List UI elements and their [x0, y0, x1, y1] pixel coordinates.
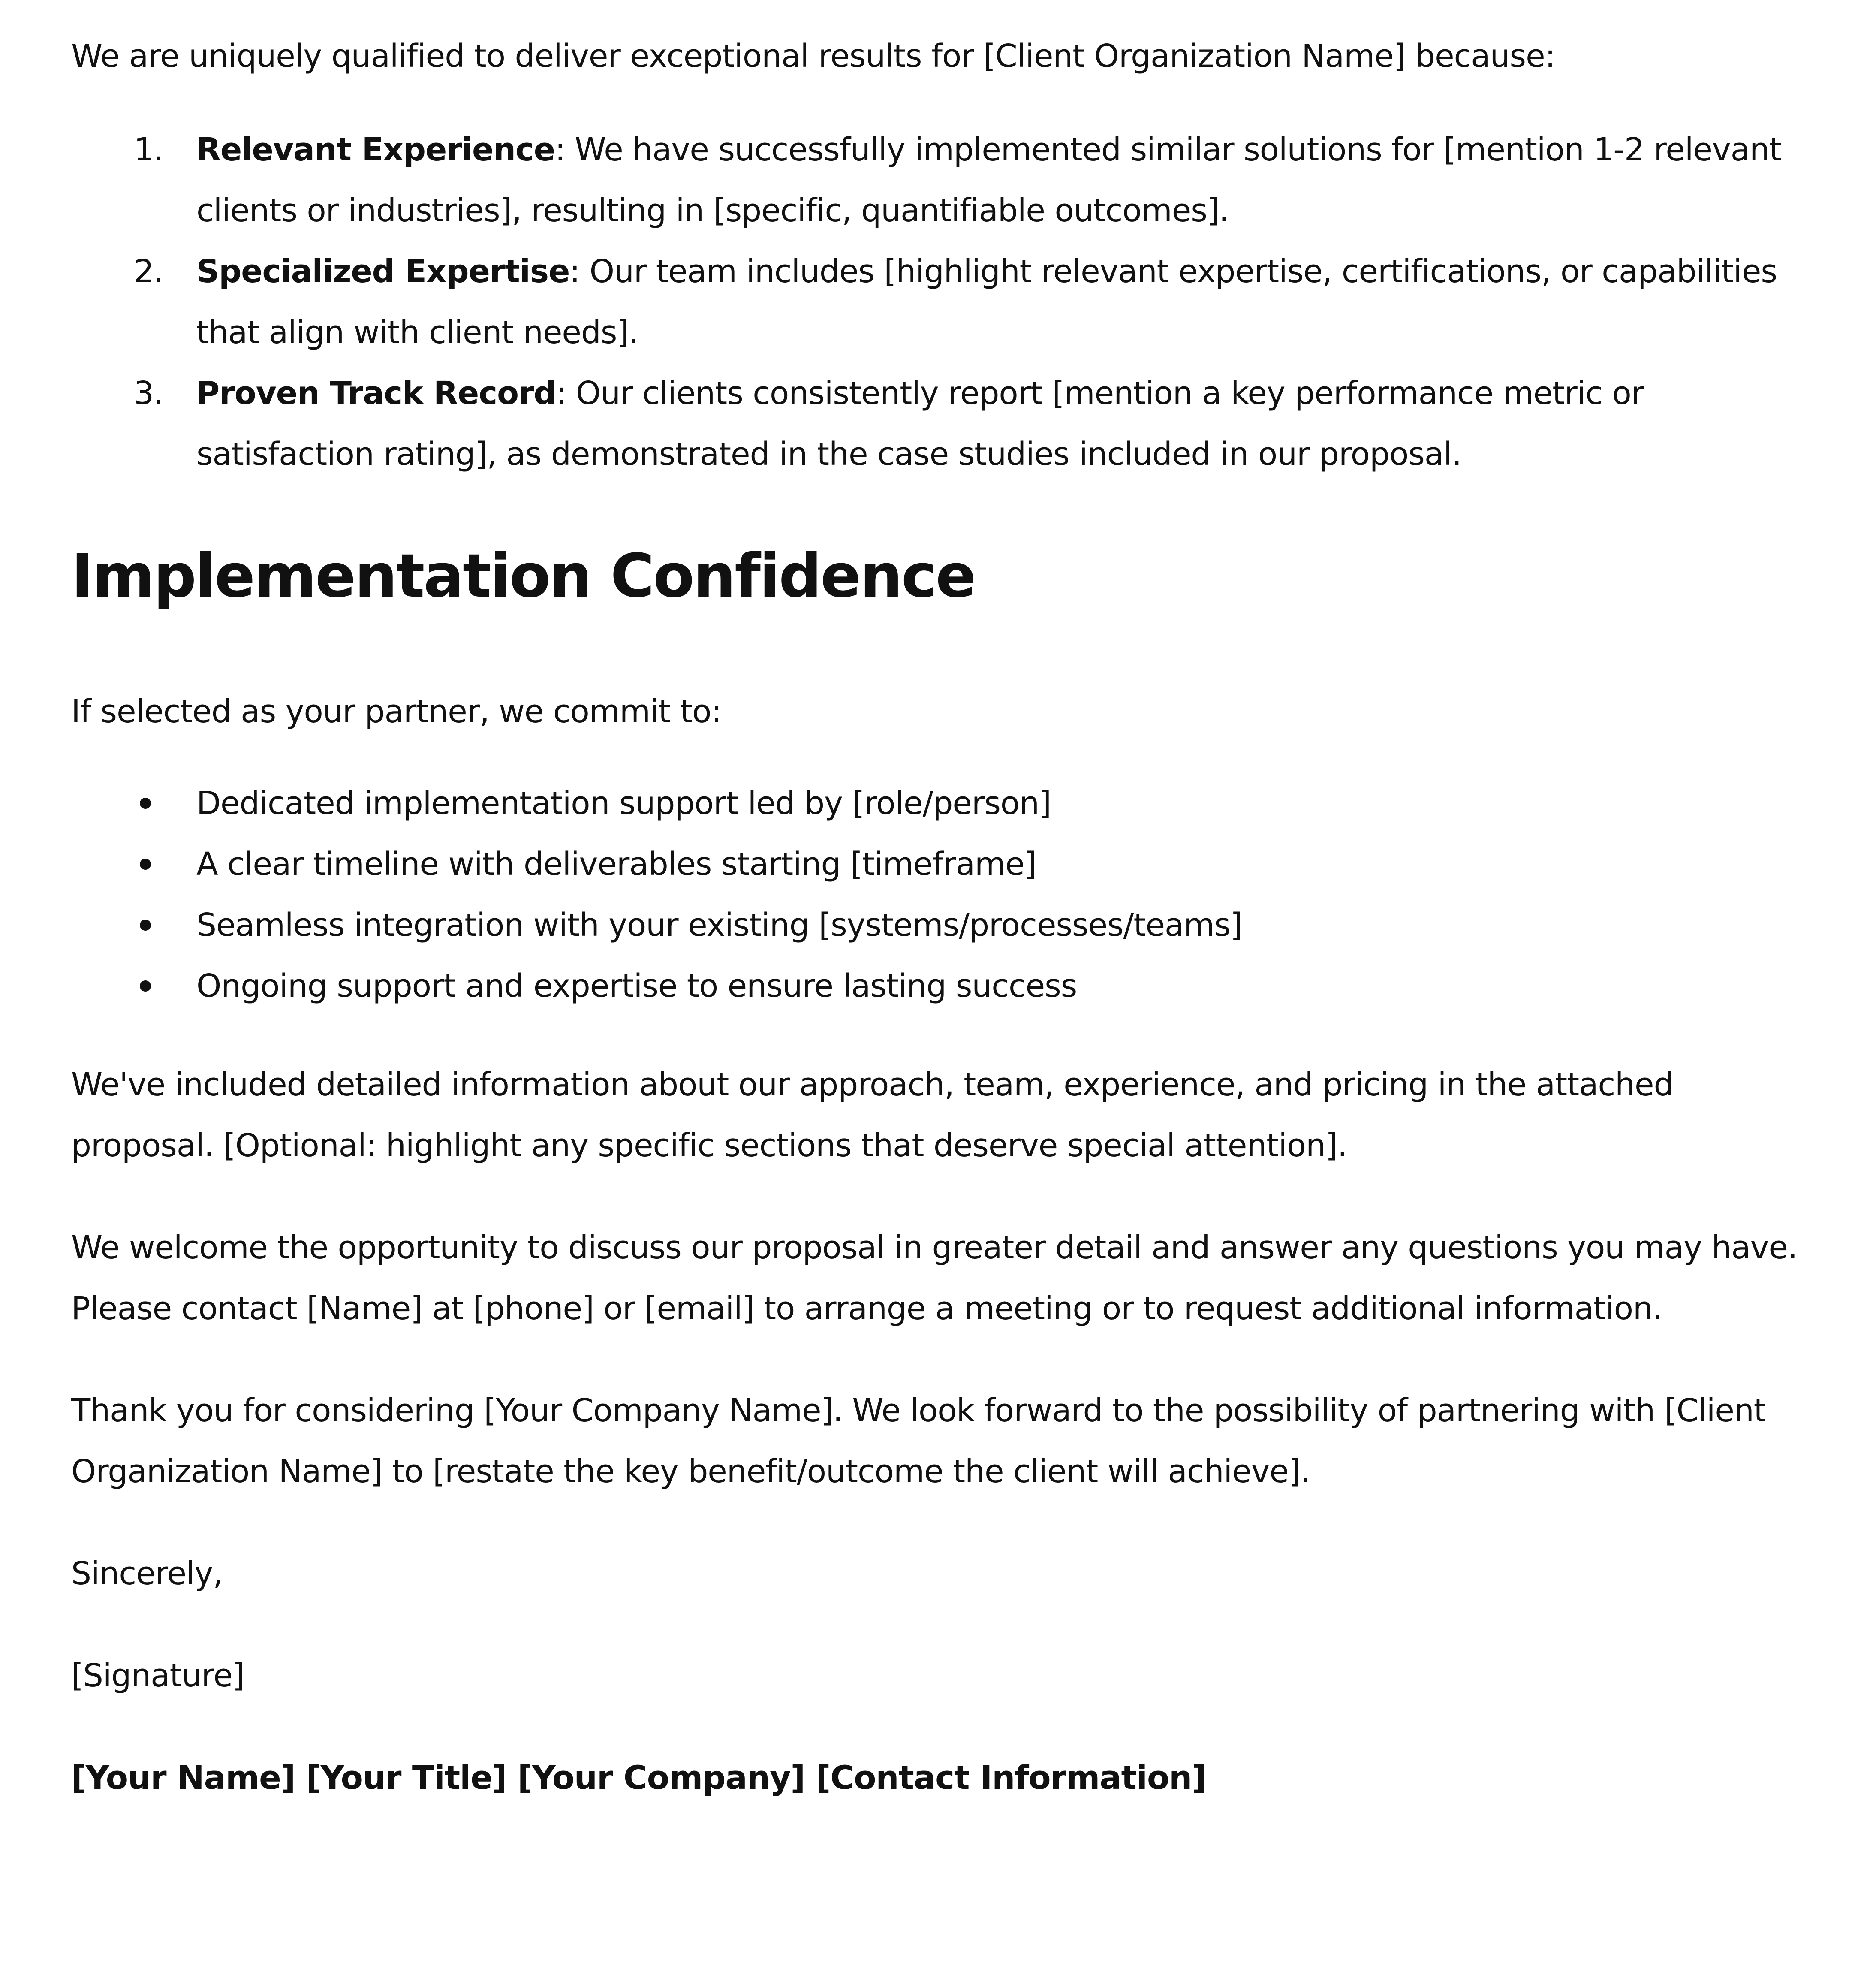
- intro-paragraph: We are uniquely qualified to deliver exceptional results for [Client Organization Name] because:: [71, 38, 1555, 75]
- bullet-icon: [140, 980, 151, 992]
- commit-intro: If selected as your partner, we commit to:: [71, 693, 722, 730]
- list-item-text: : Our team includes [highlight relevant expertise, certifications, or capabilities that align with client needs].: [196, 253, 1777, 351]
- document-page: [71, 26, 1821, 1808]
- list-item: [71, 834, 1821, 895]
- list-item: [71, 895, 1821, 956]
- bullet-icon: [140, 920, 151, 931]
- contact-paragraph: We welcome the opportunity to discuss our proposal in greater detail and answer any questions you may have. Please contact [Name] at [phone] or [email] to arrange a meeting or to request additional information.: [71, 1229, 1798, 1327]
- list-item-text: A clear timeline with deliverables starting [timeframe]: [196, 846, 1036, 883]
- commitments-list: [71, 773, 1821, 1016]
- list-number: 1.: [134, 131, 163, 168]
- list-item-text: : Our clients consistently report [mention a key performance metric or satisfaction rating], as demonstrated in the case studies included in our proposal.: [196, 375, 1644, 473]
- list-item: [71, 363, 1821, 485]
- list-item-text: Seamless integration with your existing [systems/processes/teams]: [196, 907, 1242, 944]
- closing-details: [Your Name] [Your Title] [Your Company] [Contact Information]: [71, 1758, 1207, 1797]
- list-number: 3.: [134, 375, 163, 412]
- signature-placeholder: [Signature]: [71, 1657, 244, 1694]
- list-item: [71, 119, 1821, 241]
- list-item: [71, 956, 1821, 1016]
- list-item: [71, 241, 1821, 363]
- included-paragraph: We've included detailed information about our approach, team, experience, and pricing in the attached proposal. [Optional: highlight any specific sections that deserve special attention].: [71, 1066, 1674, 1164]
- bullet-icon: [140, 859, 151, 870]
- thanks-paragraph: Thank you for considering [Your Company Name]. We look forward to the possibility of partnering with [Client Organization Name] to [restate the key benefit/outcome the client will achieve].: [71, 1392, 1766, 1490]
- list-item-title: Proven Track Record: [196, 375, 556, 412]
- list-item: [71, 773, 1821, 834]
- list-item-text: Dedicated implementation support led by [role/person]: [196, 785, 1051, 822]
- qualifications-list: [71, 119, 1821, 485]
- sign-off: Sincerely,: [71, 1555, 223, 1592]
- list-number: 2.: [134, 253, 163, 290]
- list-item-text: Ongoing support and expertise to ensure lasting success: [196, 968, 1077, 1004]
- list-item-text: : We have successfully implemented similar solutions for [mention 1-2 relevant clients or industries], resulting in [specific, quantifiable outcomes].: [196, 131, 1781, 229]
- section-heading: Implementation Confidence: [71, 541, 975, 611]
- bullet-icon: [140, 798, 151, 809]
- list-item-title: Specialized Expertise: [196, 253, 570, 290]
- list-item-title: Relevant Experience: [196, 131, 555, 168]
